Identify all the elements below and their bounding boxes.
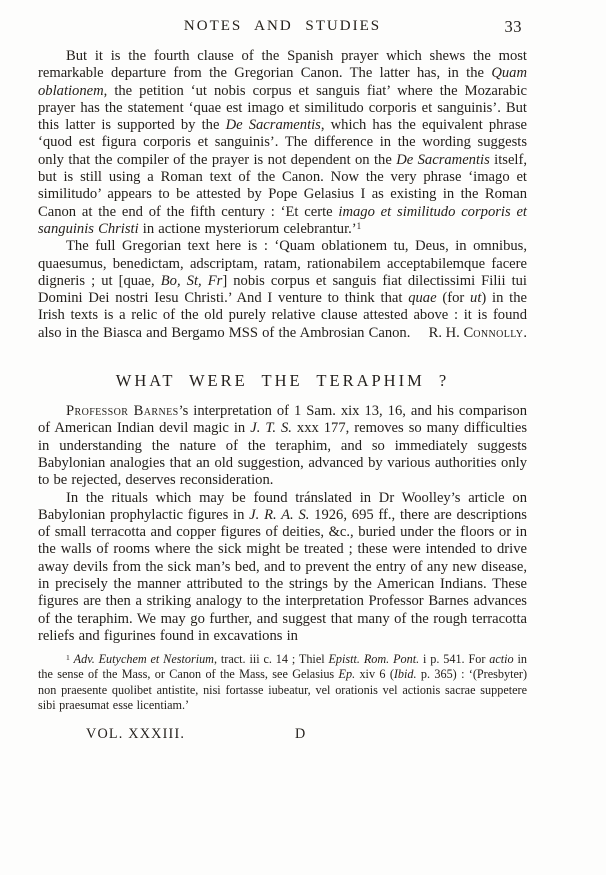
page-number: 33 (504, 17, 522, 36)
author-signature: R. H. Connolly. (428, 324, 527, 341)
paragraph: But it is the fourth clause of the Spanish prayer which shews the most remarkable departure from the Gregorian Canon. The latter has, in the Quam oblationem, the petition ‘ut nobis corpus et sanguis fiat’ where the Mozarabic prayer has the statement ‘quae est imago et similitudo corporis et sanguinis’. But this latter is supported by the De Sacramentis, which has the equivalent phrase ‘quod est figura corporis et sanguinis’. The difference in the wording suggests only that the compiler of the prayer is not dependent on the De Sacramentis itself, but is still using a Roman text of the Canon. Now the very phrase ‘imago et similitudo’ appears to be attested by Pope Gelasius I as existing in the Roman Canon at the end of the fifth century : ‘Et certe imago et similitudo corporis et sanguinis Christi in actione mysteriorum celebrantur.’$^1$ (38, 48, 527, 237)
footnote: $^1$ Adv. Eutychem et Nestorium, tract. iii c. 14 ; Thiel Epistt. Rom. Pont. i p. 541. For actio in the sense of the Mass, or Canon of the Mass, see Gelasius Ep. xiv 6 (Ibid. p. 365) : ‘(Presbyter) non praesente quolibet antistite, nisi fortasse iubeatur, vel orationis vel actionis sacrae suppetere sibi praesumat esse licentiam.’ (38, 652, 528, 712)
running-head-title: NOTES AND STUDIES (183, 18, 382, 34)
page-footer (38, 726, 527, 743)
text-block (38, 0, 527, 743)
printer-signature-mark: D (295, 726, 306, 743)
paragraph: Professor Barnes’s interpretation of 1 Sam. xix 13, 16, and his comparison of American Indian devil magic in J. T. S. xxx 177, removes so many difficulties in understanding the nature of the teraphim, and so immediately suggests Babylonian analogies that an old suggestion, advanced by various authorities only to be rejected, deserves reconsideration. (38, 403, 528, 489)
volume-label: VOL. XXXIII. (86, 726, 186, 743)
paragraph: In the rituals which may be found tránslated in Dr Woolley’s article on Babylonian prophylactic figures in J. R. A. S. 1926, 695 ff., there are descriptions of small terracotta and copper figures of deities, &c., buried under the floors or in the walls of rooms where the sick might be treated ; these were intended to drive away devils from the sick man’s bed, and to prevent the entry of any new disease, in precisely the manner attributed to the strings by the American Indians. These figures are then a striking analogy to the interpretation Professor Barnes advances of the teraphim. We may go further, and suggest that many of the rough terracotta reliefs and figurines found in excavations in (38, 489, 527, 644)
article-title: WHAT WERE THE TERAPHIM ? (115, 371, 450, 391)
paragraph: The full Gregorian text here is : ‘Quam oblationem tu, Deus, in omnibus, quaesumus, benedictam, adscriptam, ratam, rationabilem acceptabilemque facere digneris ; ut [quae, Bo, St, Fr] nobis corpus et sanguis fiat dilectissimi Filii tui Domini Dei nostri Iesu Christi.’ And I venture to think that quae (for ut) in the Irish texts is a relic of the old purely relative clause attested above : it is found also in the Biasca and Bergamo MSS of the Ambrosian Canon. (38, 238, 527, 341)
running-head (38, 18, 527, 38)
article-connolly-end (38, 48, 527, 342)
article-teraphim (38, 371, 527, 645)
